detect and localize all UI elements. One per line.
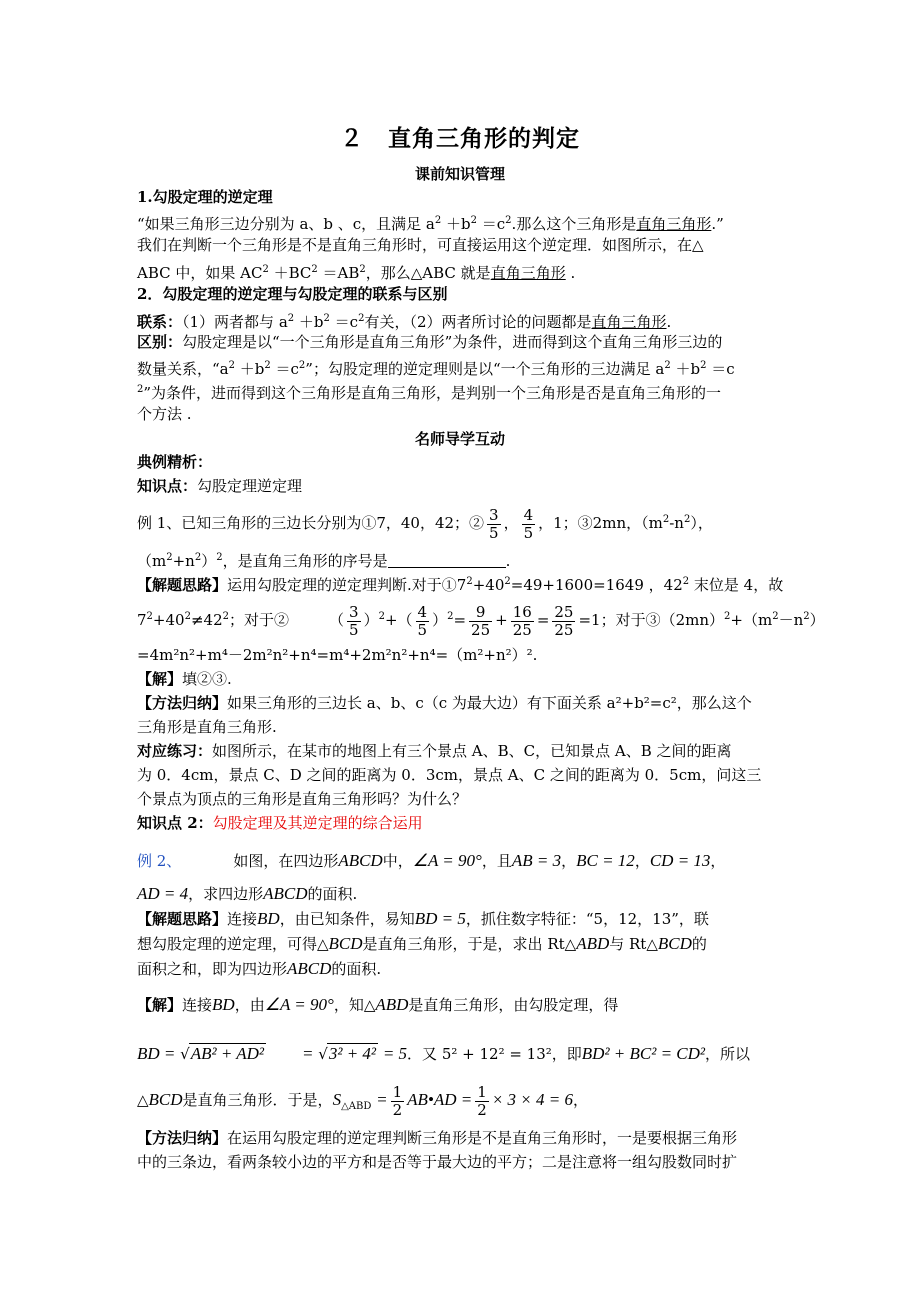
fraction: $\frac{25}{25}$ (554, 602, 574, 639)
practice-line-2: 为 0．4cm，景点 C、D 之间的距离为 0．3cm，景点 A、C 之间的距离为 0．5cm，问这三 (137, 766, 762, 784)
fraction: $\frac{9}{25}$ (471, 602, 491, 639)
fraction: $\frac{1}{2}$ (477, 1082, 487, 1119)
knowledge-point-2: 知识点 2：勾股定理及其逆定理的综合运用 (137, 814, 423, 832)
answer-blank (388, 552, 506, 568)
solution-idea-2: 【解题思路】连接BD，由已知条件，易知BD = 5，抓住数字特征：“5，12，13”，联 (137, 909, 709, 928)
example-1-line-2: $(m^2+n^2)^2$，是直角三角形的序号是 . (137, 552, 511, 570)
section-heading-1: 课前知识管理 (414, 165, 505, 183)
example-2-line-2: AD = 4，求四边形ABCD的面积. (137, 884, 358, 903)
paragraph-line: 我们在判断一个三角形是不是直角三角形时，可直接运用这个逆定理．如图所示，在△ (137, 236, 704, 254)
difference-line: 数量关系，“$a^2 +b^2 =c^2$”；勾股定理的逆定理则是以“一个三角形的三边满足 $a^2 +b^2 =c$ (137, 360, 735, 378)
solution-idea-2-line-3: 面积之和，即为四边形ABCD的面积. (137, 959, 382, 978)
answer-2: 【解】连接BD，由∠A = 90°，知△ABD是直角三角形，由勾股定理，得 (137, 995, 619, 1014)
method-summary-2: 【方法归纳】在运用勾股定理的逆定理判断三角形是不是直角三角形时，一是要根据三角形 (137, 1129, 738, 1147)
fraction: $\frac{16}{25}$ (512, 602, 532, 639)
examples-label: 典例精析： (137, 453, 213, 471)
heading-relation: 2．勾股定理的逆定理与勾股定理的联系与区别 (137, 285, 448, 303)
answer-1: 【解】填②③. (137, 670, 232, 688)
fraction: $\frac{3}{5}$ (489, 505, 499, 542)
fraction: $\frac{1}{2}$ (392, 1082, 403, 1119)
paragraph-line: “如果三角形三边分别为 a、b 、c，且满足 $a^2 +b^2 =c^2$.那么这个三角形是直角三角形.” (137, 215, 724, 233)
equation-bd: BD = √AB² + AD² = √3² + 4² = 5．又 5² + 12² = 13²，即BD² + BC² = CD²，所以 (137, 1044, 751, 1063)
fraction: $\frac{4}{5}$ (417, 602, 428, 639)
page-title: ２ 直角三角形的判定 (340, 125, 580, 152)
sqrt-icon: √ (318, 1045, 328, 1063)
difference-line: 个方法 . (137, 405, 192, 423)
fraction: $\frac{3}{5}$ (349, 602, 359, 639)
method-summary-2-line-2: 中的三条边，看两条较小边的平方和是否等于最大边的平方；二是注意将一组勾股数同时扩 (137, 1153, 738, 1171)
example-1: 例 1、已知三角形的三边长分别为①7，40，42；② $\frac{3}{5}$ ， $\frac{4}{5}$ ，1；③2mn，$(m^2-n^2)$， (137, 505, 713, 542)
sqrt-icon: √ (180, 1045, 190, 1063)
practice: 对应练习：如图所示，在某市的地图上有三个景点 A、B、C，已知景点 A、B 之间的距离 (137, 742, 732, 760)
solution-idea-1: 【解题思路】运用勾股定理的逆定理判断.对于$①7^2+40^2=49+1600=1649$ ，$42^2$ 末位是 4，故 (137, 576, 784, 594)
heading-converse-theorem: 1.勾股定理的逆定理 (137, 188, 273, 206)
method-summary-1: 【方法归纳】如果三角形的三边长 a、b、c（c 为最大边）有下面关系 a²+b²=c²，那么这个 (137, 694, 752, 712)
difference-line: 区别：勾股定理是以“一个三角形是直角三角形”为条件，进而得到这个直角三角形三边的 (137, 333, 723, 351)
solution-idea-2-line-2: 想勾股定理的逆定理，可得△BCD是直角三角形，于是，求出 Rt△ABD与 Rt△BCD的 (137, 934, 707, 953)
paragraph-line: ABC 中，如果 $AC^2 +BC^2 =AB^2$，那么△ABC 就是直角三角形 . (137, 264, 576, 282)
knowledge-point-1: 知识点：勾股定理逆定理 (137, 477, 303, 495)
section-heading-2: 名师导学互动 (414, 430, 505, 448)
method-summary-1-line-2: 三角形是直角三角形. (137, 718, 277, 736)
difference-line: $^2$”为条件，进而得到这个三角形是直角三角形，是判别一个三角形是否是直角三角形的一 (137, 384, 722, 402)
example-2: 例 2、 如图，在四边形ABCD中，∠A = 90°，且AB = 3，BC = 12，CD = 13， (137, 851, 726, 870)
solution-idea-1-line-3: =4m²n²+m⁴－2m²n²+n⁴=m⁴+2m²n²+n⁴=（m²+n²）². (137, 646, 538, 664)
solution-idea-1-line-2: $7^2+40^2\ne 42^2$；对于② （ $\frac{3}{5}$ ）$^2$+（ $\frac{4}{5}$ ）$^2$= $\frac{9}{25}$ + $\frac{16}{25}$ = $\frac{25}{25}$ =1；对于$③(2mn)^2+(m^2-n^2)$ (137, 602, 825, 639)
practice-line-3: 个景点为顶点的三角形是直角三角形吗？为什么？ (137, 790, 468, 808)
fraction: $\frac{4}{5}$ (523, 505, 534, 542)
area-line: △BCD是直角三角形．于是，$S_{\triangle ABD}$ = $\frac{1}{2}$ AB•AD = $\frac{1}{2}$ × 3 × 4 = 6， (137, 1082, 588, 1119)
relation-line: 联系：（1）两者都与 $a^2 +b^2 =c^2$有关，（2）两者所讨论的问题都是直角三角形. (137, 313, 672, 331)
